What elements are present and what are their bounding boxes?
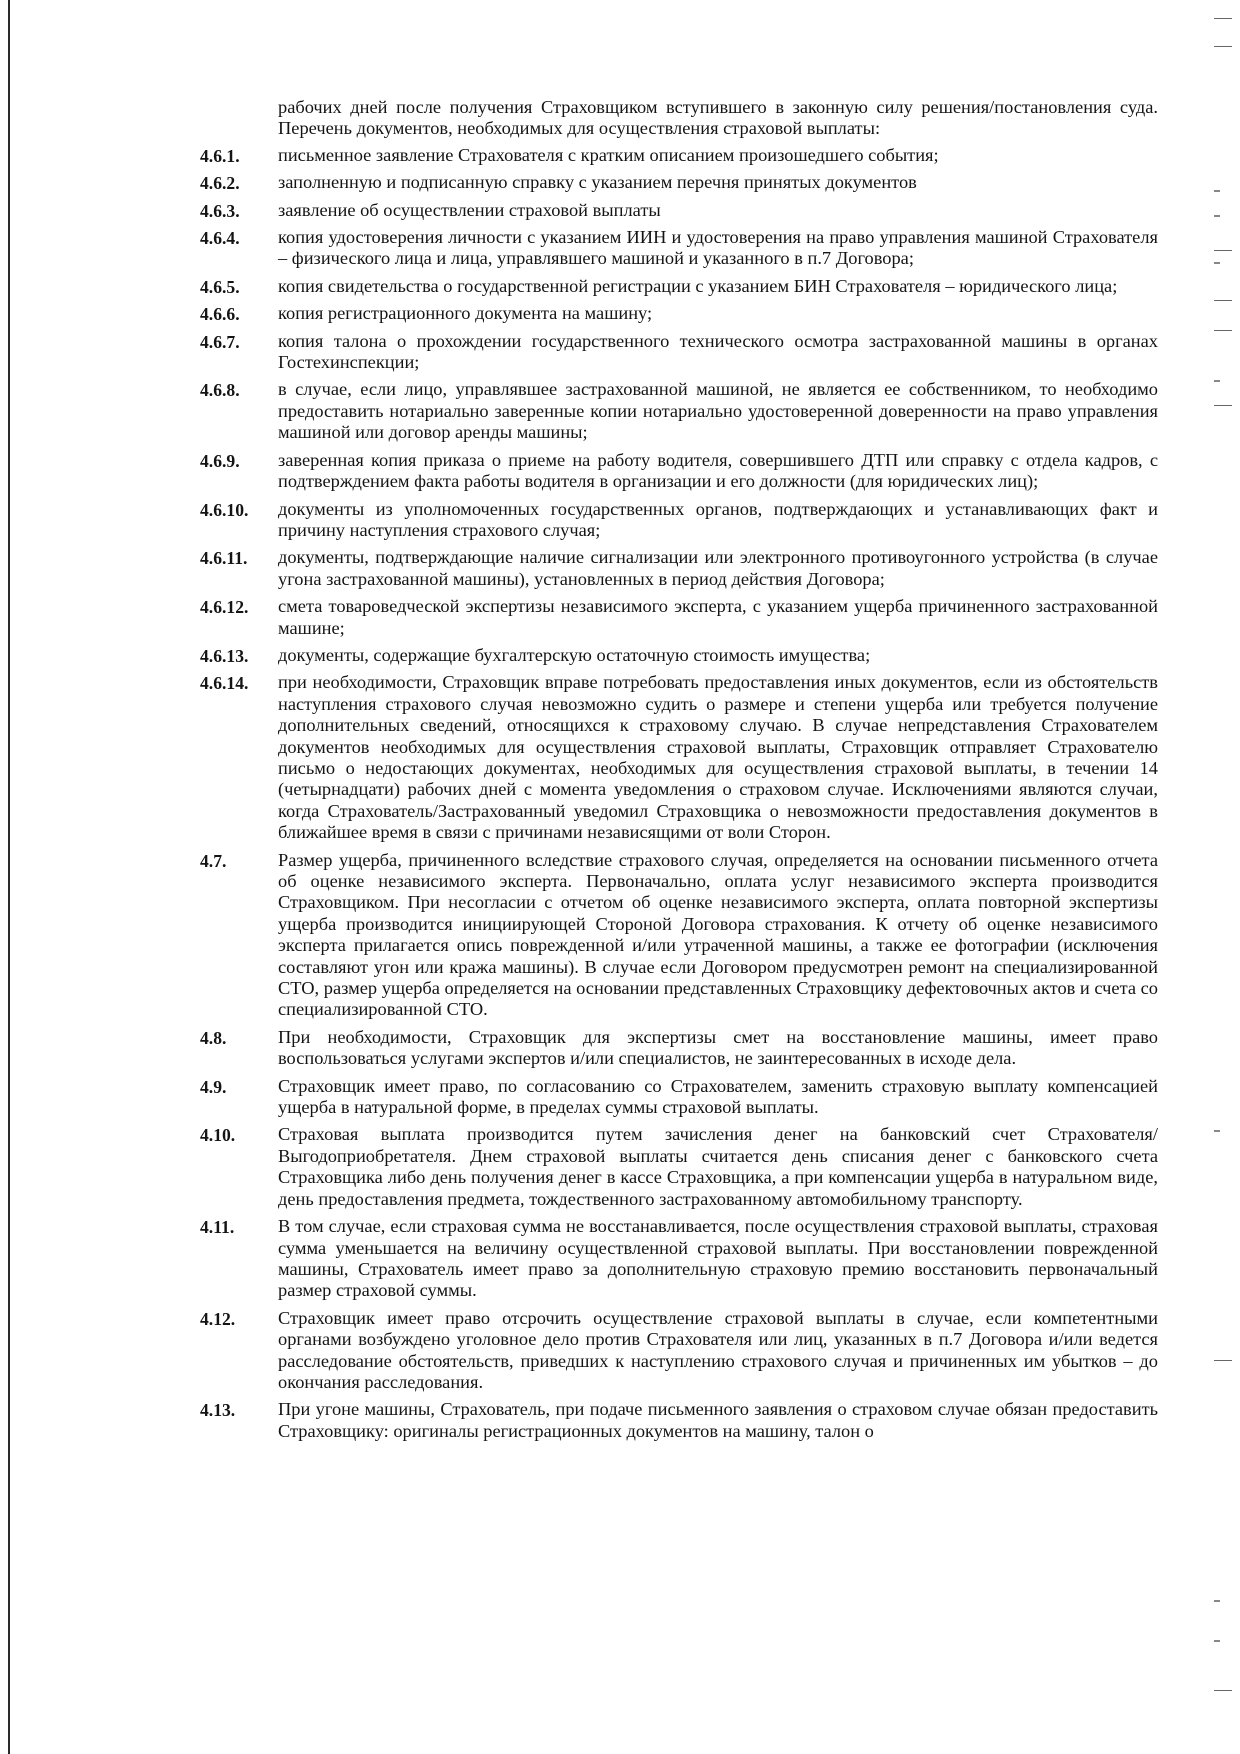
clause-number: 4.6.12. [200, 597, 249, 618]
clause-text: документы, подтверждающие наличие сигнализации или электронного противоугонного устройства (в случае угона застрахованной машины), установленных в период действия Договора; [278, 547, 1158, 589]
clause-number: 4.6.9. [200, 450, 240, 471]
clause-4-6-7 [200, 331, 1158, 374]
clause-4-6-3 [200, 200, 1158, 221]
clause-text: При необходимости, Страховщик для экспертизы смет на восстановление машины, имеет право воспользоваться услугами экспертов и/или специалистов, не заинтересованных в исходе дела. [278, 1026, 1158, 1069]
clause-number: 4.6.7. [200, 331, 240, 352]
clause-number: 4.6.11. [200, 548, 248, 569]
clause-text: В том случае, если страховая сумма не восстанавливается, после осуществления страховой выплаты, страховая сумма уменьшается на величину осуществленной страховой выплаты. При восстановлении поврежденной машины, Страхователь имеет право за дополнительную страховую премию восстановить первоначальный размер страховой суммы. [278, 1216, 1158, 1301]
clause-4-6-4 [200, 227, 1158, 270]
clause-number: 4.6.8. [200, 380, 240, 401]
clause-text: заполненную и подписанную справку с указанием перечня принятых документов [278, 172, 917, 193]
clause-4-6-6 [200, 303, 1158, 324]
clause-4-10 [200, 1124, 1158, 1210]
clause-text: Страховщик имеет право, по согласованию со Страхователем, заменить страховую выплату компенсацией ущерба в натуральной форме, в пределах суммы страховой выплаты. [278, 1075, 1158, 1118]
clause-4-6-1 [200, 145, 1158, 166]
clause-number: 4.11. [200, 1217, 235, 1238]
clause-4-6-2 [200, 172, 1158, 193]
clause-text: копия удостоверения личности с указанием ИИН и удостоверения на право управления машиной Страхователя – физического лица и лица, управлявшего машиной и указанного в п.7 Договора; [278, 227, 1158, 269]
scan-margin-marks [1210, 0, 1240, 1754]
clause-number: 4.6.14. [200, 673, 249, 694]
clause-4-6-14 [200, 672, 1158, 843]
clause-4-6-11 [200, 547, 1158, 590]
clause-number: 4.6.3. [200, 200, 240, 221]
clause-text: заявление об осуществлении страховой выплаты [278, 199, 661, 220]
clause-text: Страховая выплата производится путем зачисления денег на банковский счет Страхователя/Выгодоприобретателя. Днем страховой выплаты считается день списания денег с банковского счета Страховщика либо день получения денег в кассе Страховщика, а при компенсации ущерба в натуральном виде, день предоставления предмета, тождественного застрахованному автомобильному транспорту. [278, 1124, 1158, 1209]
clause-4-12 [200, 1308, 1158, 1394]
intro-paragraph: рабочих дней после получения Страховщиком вступившего в законную силу решения/постановления суда. Перечень документов, необходимых для осуществления страховой выплаты: [278, 97, 1158, 139]
clause-text: Размер ущерба, причиненного вследствие страхового случая, определяется на основании письменного отчета об оценке независимого эксперта. Первоначально, оплата услуг независимого эксперта производится Страховщиком. При несогласии с отчетом об оценке независимого эксперта, оплата повторной экспертизы ущерба производится инициирующей Стороной Договора страхования. К отчету об оценке независимого эксперта прилагается опись поврежденной и/или утраченной машины, а также ее фотографии (исключения составляют угон или кража машины). В случае если Договором предусмотрен ремонт на специализированной СТО, размер ущерба определяется на основании представленных Страховщику дефектовочных актов и счета со специализированной СТО. [278, 849, 1158, 1020]
clause-4-6-13 [200, 645, 1158, 666]
clause-4-6-12 [200, 596, 1158, 639]
clause-number: 4.12. [200, 1308, 236, 1329]
clause-number: 4.10. [200, 1125, 236, 1146]
clause-number: 4.8. [200, 1027, 227, 1048]
document-body [200, 97, 1158, 1448]
clause-text: документы из уполномоченных государственных органов, подтверждающих и устанавливающих факт и причину наступления страхового случая; [278, 498, 1158, 540]
clause-4-7 [200, 850, 1158, 1021]
clause-number: 4.6.13. [200, 645, 249, 666]
clause-text: При угоне машины, Страхователь, при подаче письменного заявления о страховом случае обязан предоставить Страховщику: оригиналы регистрационных документов на машину, талон о [278, 1399, 1158, 1441]
clause-text: копия свидетельства о государственной регистрации с указанием БИН Страхователя – юридического лица; [278, 275, 1118, 296]
clause-text: смета товароведческой экспертизы независимого эксперта, с указанием ущерба причиненного застрахованной машине; [278, 596, 1158, 638]
clause-4-13 [200, 1399, 1158, 1442]
clause-text: письменное заявление Страхователя с кратким описанием произошедшего события; [278, 144, 939, 165]
clause-number: 4.6.4. [200, 228, 240, 249]
clause-text: при необходимости, Страховщик вправе потребовать предоставления иных документов, если из обстоятельств наступления страхового случая невозможно судить о размере и степени ущерба или требуется получение дополнительных сведений, относящихся к страховому случаю. В случае непредставления Страхователем документов необходимых для осуществления страховой выплаты, Страховщик отправляет Страхователю письмо о недостающих документах, необходимых для осуществления страховой выплаты, в течении 14 (четырнадцати) рабочих дней с момента уведомления о страховом случае. Исключениями являются случаи, когда Страхователь/Застрахованный уведомил Страховщика о невозможности предоставления документов в ближайшее время в связи с причинами независящими от воли Сторон. [278, 672, 1158, 843]
clause-4-11 [200, 1216, 1158, 1302]
clause-text: документы, содержащие бухгалтерскую остаточную стоимость имущества; [278, 644, 871, 665]
clause-number: 4.6.2. [200, 173, 240, 194]
clause-4-6-8 [200, 379, 1158, 443]
clause-number: 4.7. [200, 850, 227, 871]
clause-text: копия талона о прохождении государственного технического осмотра застрахованной машины в органах Гостехинспекции; [278, 330, 1158, 373]
clause-4-6-5 [200, 276, 1158, 297]
clause-number: 4.6.10. [200, 499, 249, 520]
clause-4-8 [200, 1027, 1158, 1070]
clause-text: копия регистрационного документа на машину; [278, 303, 653, 324]
clause-4-6-9 [200, 450, 1158, 493]
clause-text: заверенная копия приказа о приеме на работу водителя, совершившего ДТП или справку с отдела кадров, с подтверждением факта работы водителя в организации и его должности (для юридических лиц); [278, 449, 1158, 492]
clause-text: в случае, если лицо, управлявшее застрахованной машиной, не является ее собственником, то необходимо предоставить нотариально заверенные копии нотариально удостоверенной доверенности на право управления машиной или договор аренды машины; [278, 379, 1158, 443]
clause-4-9 [200, 1076, 1158, 1119]
clause-number: 4.6.1. [200, 145, 240, 166]
page-left-edge [8, 0, 10, 1754]
clause-number: 4.6.5. [200, 276, 240, 297]
clause-number: 4.6.6. [200, 304, 240, 325]
clause-number: 4.9. [200, 1076, 227, 1097]
clause-text: Страховщик имеет право отсрочить осуществление страховой выплаты в случае, если компетентными органами возбуждено уголовное дело против Страхователя или лиц, указанных в п.7 Договора и/или ведется расследование обстоятельств, приведших к наступлению страхового случая и причиненных им убытков – до окончания расследования. [278, 1307, 1158, 1392]
clause-number: 4.13. [200, 1400, 236, 1421]
clause-4-6-10 [200, 499, 1158, 542]
